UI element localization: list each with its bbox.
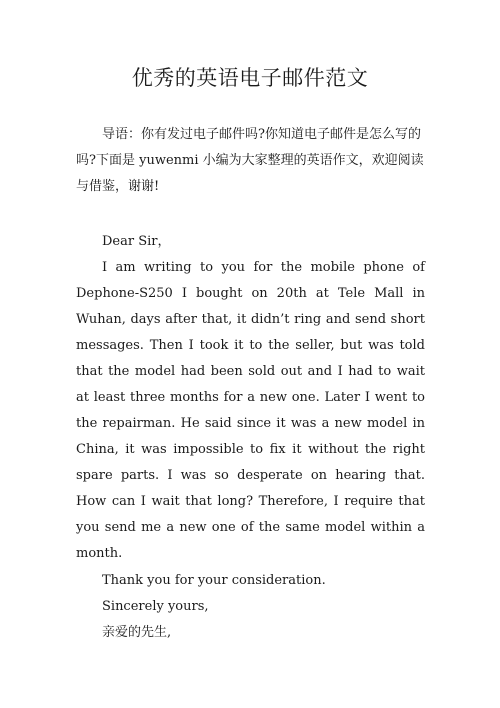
letter-thanks: Thank you for your consideration.: [102, 573, 326, 588]
letter-body: I am writing to you for the mobile phone of Dephone-S250 I bought on 20th at Tele Mall in Wuhan, days after that, it didn’t ring and send short messages. Then I took it to the seller, but was told that the model had been sold out and I had to wait at least three months for a new one. Later I went to the repairman. He said since it was a new model in China, it was impossible to fix it without the right spare parts. I was so desperate on hearing that. How can I wait that long? Therefore, I require that you send me a new one of the same model within a month.: [76, 260, 425, 561]
chinese-greeting: 亲爱的先生,: [102, 625, 172, 640]
letter-signoff: Sincerely yours,: [102, 599, 209, 614]
page-title: 优秀的英语电子邮件范文: [131, 66, 369, 90]
letter-greeting: Dear Sir，: [102, 234, 171, 249]
intro-paragraph: 导语：你有发过电子邮件吗?你知道电子邮件是怎么写的吗?下面是 yuwenmi 小编为大家整理的英语作文，欢迎阅读与借鉴，谢谢!: [76, 127, 424, 194]
